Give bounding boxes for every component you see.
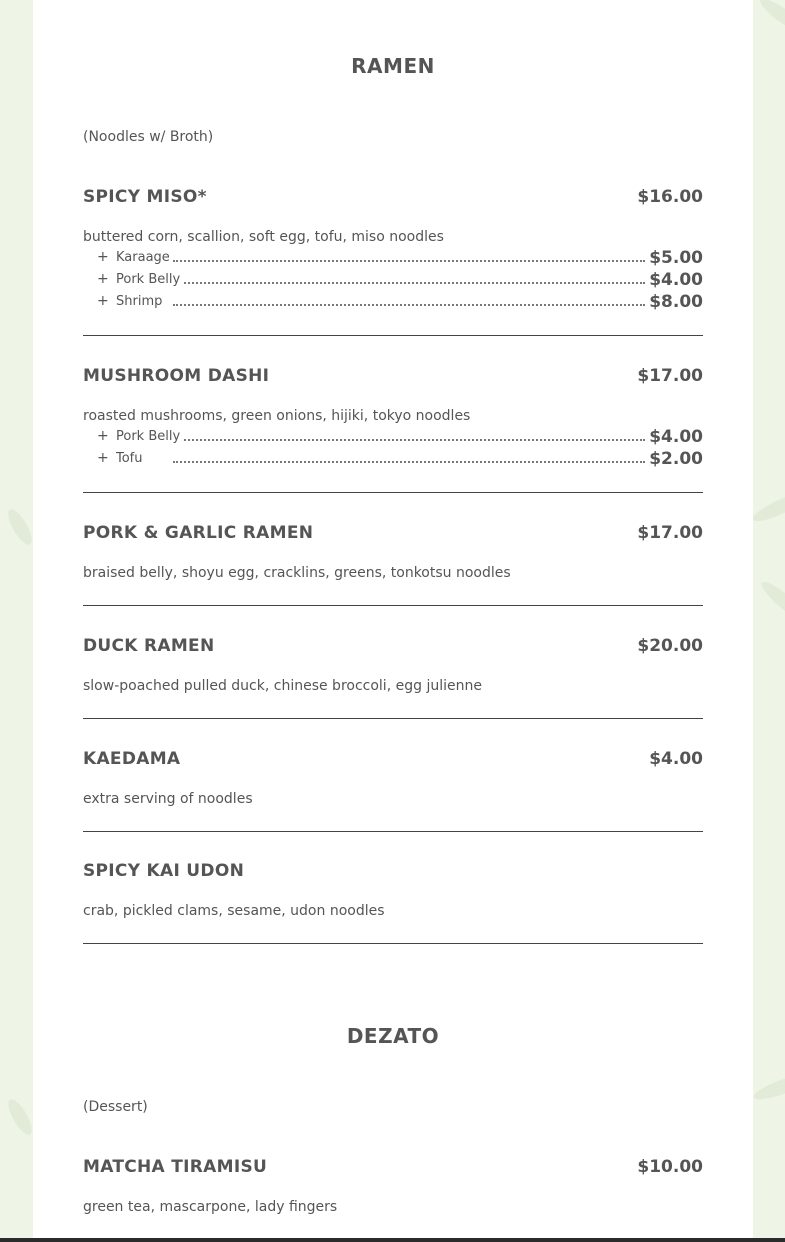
item-description: green tea, mascarpone, lady fingers: [83, 1199, 338, 1215]
item-name: PORK & GARLIC RAMEN: [83, 523, 314, 543]
leaf-decoration: [4, 506, 36, 548]
plus-icon: +: [97, 450, 109, 466]
menu-item-matcha-tiramisu: [83, 1157, 703, 1215]
addon-row: [83, 427, 703, 449]
addon-price: $4.00: [645, 270, 703, 290]
plus-icon: +: [97, 271, 109, 287]
addon-row: [83, 292, 703, 314]
item-name: KAEDAMA: [83, 749, 181, 769]
bottom-border: [0, 1238, 785, 1242]
addon-price: $8.00: [645, 292, 703, 312]
item-divider: [83, 943, 703, 944]
addon-price: $2.00: [645, 449, 703, 469]
menu-item-spicy-miso: [83, 187, 703, 312]
section-note-dezato: (Dessert): [83, 1099, 148, 1115]
menu-panel: [33, 0, 753, 1238]
item-name: SPICY MISO*: [83, 187, 207, 207]
dot-leader: [173, 439, 645, 441]
section-title-ramen: RAMEN: [351, 54, 435, 78]
addon-name: Pork Belly: [116, 272, 181, 287]
addon-list: [83, 248, 703, 314]
addon-name: Shrimp: [116, 294, 163, 309]
item-price: $17.00: [637, 523, 703, 543]
item-price: $17.00: [637, 366, 703, 386]
item-divider: [83, 335, 703, 336]
dot-leader: [173, 282, 645, 284]
addon-name: Tofu: [116, 451, 143, 466]
item-description: extra serving of noodles: [83, 791, 253, 807]
item-description: roasted mushrooms, green onions, hijiki, tokyo noodles: [83, 408, 471, 424]
menu-item-pork-garlic-ramen: [83, 523, 703, 581]
item-price: $10.00: [637, 1157, 703, 1177]
item-divider: [83, 831, 703, 832]
item-description: buttered corn, scallion, soft egg, tofu, miso noodles: [83, 229, 444, 245]
item-price: $16.00: [637, 187, 703, 207]
item-price: $4.00: [649, 749, 703, 769]
dot-leader: [173, 461, 645, 463]
item-description: slow-poached pulled duck, chinese broccoli, egg julienne: [83, 678, 482, 694]
plus-icon: +: [97, 428, 109, 444]
item-price: $20.00: [637, 636, 703, 656]
plus-icon: +: [97, 249, 109, 265]
leaf-decoration: [4, 1096, 36, 1138]
addon-row: [83, 449, 703, 471]
item-description: crab, pickled clams, sesame, udon noodles: [83, 903, 385, 919]
addon-name: Pork Belly: [116, 429, 181, 444]
menu-item-spicy-kai-udon: [83, 861, 703, 919]
leaf-decoration: [758, 577, 785, 626]
addon-row: [83, 270, 703, 292]
menu-item-kaedama: [83, 749, 703, 807]
addon-row: [83, 248, 703, 270]
item-name: SPICY KAI UDON: [83, 861, 245, 881]
addon-price: $5.00: [645, 248, 703, 268]
item-name: MATCHA TIRAMISU: [83, 1157, 268, 1177]
section-note-ramen: (Noodles w/ Broth): [83, 129, 214, 145]
addon-price: $4.00: [645, 427, 703, 447]
item-divider: [83, 492, 703, 493]
item-divider: [83, 718, 703, 719]
leaf-decoration: [756, 0, 785, 40]
leaf-decoration: [751, 1070, 785, 1104]
item-divider: [83, 605, 703, 606]
item-description: braised belly, shoyu egg, cracklins, greens, tonkotsu noodles: [83, 565, 511, 581]
plus-icon: +: [97, 293, 109, 309]
addon-name: Karaage: [116, 250, 170, 265]
dot-leader: [173, 260, 645, 262]
leaf-decoration: [750, 488, 785, 526]
item-name: DUCK RAMEN: [83, 636, 215, 656]
menu-item-mushroom-dashi: [83, 366, 703, 469]
section-title-dezato: DEZATO: [346, 1024, 440, 1048]
menu-item-duck-ramen: [83, 636, 703, 694]
addon-list: [83, 427, 703, 471]
item-name: MUSHROOM DASHI: [83, 366, 270, 386]
dot-leader: [173, 304, 645, 306]
